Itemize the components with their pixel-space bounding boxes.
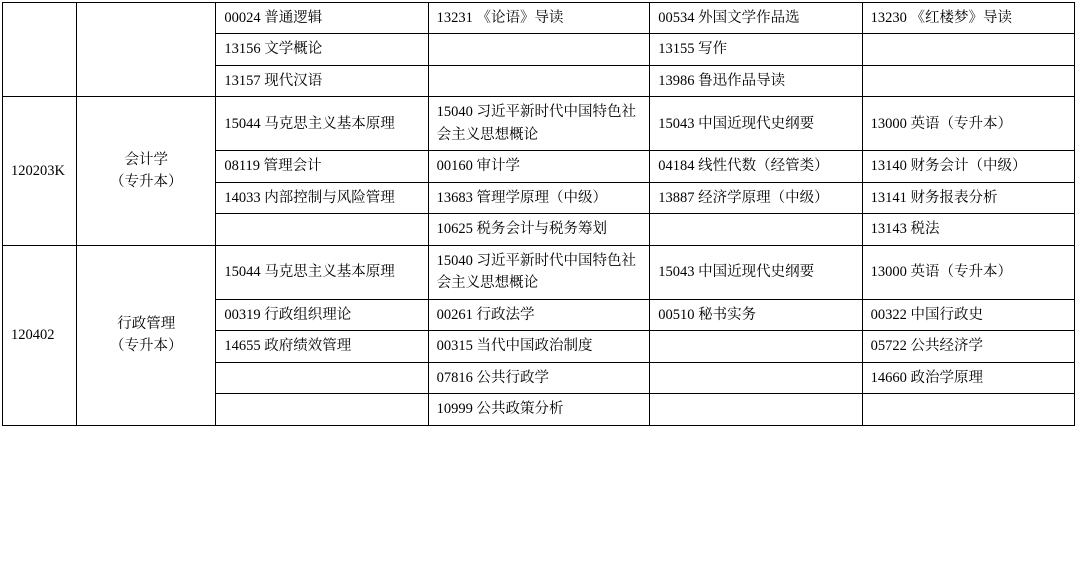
cell-course: 00534 外国文学作品选	[650, 3, 862, 34]
exam-schedule-table	[2, 2, 1075, 426]
cell-course: 13155 写作	[650, 34, 862, 65]
cell-course: 07816 公共行政学	[428, 362, 650, 393]
cell-course: 00315 当代中国政治制度	[428, 331, 650, 362]
cell-course: 13157 现代汉语	[216, 65, 428, 96]
cell-course: 13986 鲁迅作品导读	[650, 65, 862, 96]
cell-course: 14033 内部控制与风险管理	[216, 182, 428, 213]
cell-course: 00261 行政法学	[428, 299, 650, 330]
cell-course: 15040 习近平新时代中国特色社会主义思想概论	[428, 97, 650, 151]
cell-course	[216, 394, 428, 425]
cell-course: 00319 行政组织理论	[216, 299, 428, 330]
cell-course: 14655 政府绩效管理	[216, 331, 428, 362]
cell-course: 13000 英语（专升本）	[862, 245, 1074, 299]
cell-course: 15044 马克思主义基本原理	[216, 245, 428, 299]
cell-course: 08119 管理会计	[216, 151, 428, 182]
cell-course	[428, 65, 650, 96]
cell-course: 00322 中国行政史	[862, 299, 1074, 330]
cell-course: 13140 财务会计（中级）	[862, 151, 1074, 182]
cell-course: 15043 中国近现代史纲要	[650, 97, 862, 151]
cell-major-name	[77, 97, 216, 245]
table-row	[3, 245, 1075, 299]
cell-course	[650, 214, 862, 245]
major-name-text: 行政管理	[117, 315, 176, 332]
cell-course	[650, 394, 862, 425]
cell-course: 15043 中国近现代史纲要	[650, 245, 862, 299]
major-level-text: （专升本）	[110, 338, 183, 355]
cell-course: 00160 审计学	[428, 151, 650, 182]
major-name-text: 会计学	[124, 151, 169, 168]
cell-course: 13231 《论语》导读	[428, 3, 650, 34]
cell-course: 10999 公共政策分析	[428, 394, 650, 425]
cell-major-code	[3, 3, 77, 97]
cell-major-code: 120203K	[3, 97, 77, 245]
cell-course: 13230 《红楼梦》导读	[862, 3, 1074, 34]
cell-major-name	[77, 3, 216, 97]
cell-course: 15040 习近平新时代中国特色社会主义思想概论	[428, 245, 650, 299]
table-row	[3, 3, 1075, 34]
cell-course: 13156 文学概论	[216, 34, 428, 65]
cell-course: 04184 线性代数（经管类）	[650, 151, 862, 182]
cell-course: 13683 管理学原理（中级）	[428, 182, 650, 213]
table-body	[3, 3, 1075, 426]
major-level-text: （专升本）	[110, 174, 183, 191]
cell-course	[428, 34, 650, 65]
cell-course	[650, 331, 862, 362]
cell-course	[862, 394, 1074, 425]
cell-course: 13000 英语（专升本）	[862, 97, 1074, 151]
cell-major-code: 120402	[3, 245, 77, 425]
cell-course	[650, 362, 862, 393]
cell-course	[216, 214, 428, 245]
table-row	[3, 97, 1075, 151]
cell-major-name	[77, 245, 216, 425]
cell-course: 13141 财务报表分析	[862, 182, 1074, 213]
cell-course: 00024 普通逻辑	[216, 3, 428, 34]
cell-course	[216, 362, 428, 393]
cell-course: 13887 经济学原理（中级）	[650, 182, 862, 213]
cell-course: 13143 税法	[862, 214, 1074, 245]
cell-course: 05722 公共经济学	[862, 331, 1074, 362]
cell-course	[862, 65, 1074, 96]
cell-course: 00510 秘书实务	[650, 299, 862, 330]
cell-course	[862, 34, 1074, 65]
cell-course: 14660 政治学原理	[862, 362, 1074, 393]
cell-course: 10625 税务会计与税务筹划	[428, 214, 650, 245]
cell-course: 15044 马克思主义基本原理	[216, 97, 428, 151]
